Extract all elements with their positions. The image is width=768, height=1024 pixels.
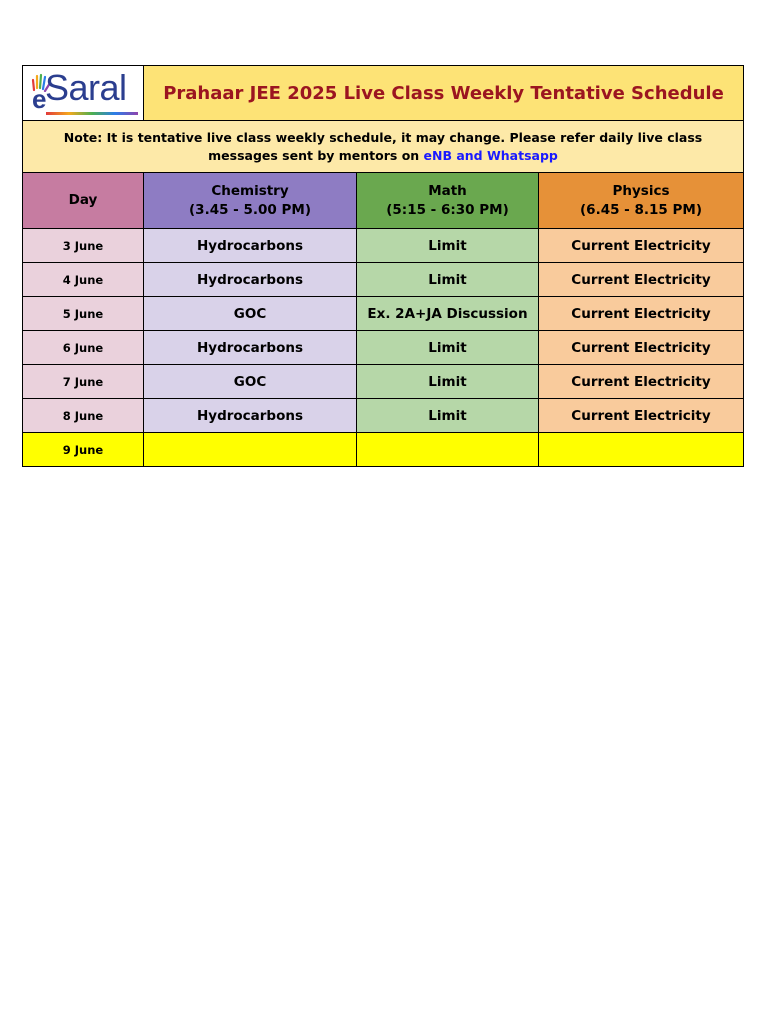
- note-row: [22, 121, 744, 173]
- table-row: [22, 297, 744, 331]
- cell-math: Limit: [357, 331, 539, 365]
- header-row: [22, 173, 744, 229]
- cell-math: Limit: [357, 263, 539, 297]
- logo-prefix: e: [32, 84, 47, 114]
- header-physics: [539, 173, 744, 229]
- cell-physics: Current Electricity: [539, 229, 744, 263]
- cell-math: [357, 433, 539, 467]
- cell-day: 7 June: [22, 365, 144, 399]
- cell-chemistry: GOC: [144, 365, 357, 399]
- cell-day: 4 June: [22, 263, 144, 297]
- esaral-logo: [28, 67, 138, 116]
- table-row: [22, 229, 744, 263]
- cell-physics: Current Electricity: [539, 331, 744, 365]
- logo-text: Saral: [45, 67, 127, 108]
- table-row: [22, 399, 744, 433]
- header-math-subject: Math: [428, 182, 467, 199]
- cell-chemistry: GOC: [144, 297, 357, 331]
- note: [22, 121, 744, 173]
- cell-day: 3 June: [22, 229, 144, 263]
- header-physics-subject: Physics: [612, 182, 670, 199]
- cell-physics: Current Electricity: [539, 263, 744, 297]
- logo-cell: [22, 66, 144, 121]
- header-math: [357, 173, 539, 229]
- cell-day: 8 June: [22, 399, 144, 433]
- cell-chemistry: Hydrocarbons: [144, 331, 357, 365]
- table-row-highlighted: [22, 433, 744, 467]
- table-row: [22, 365, 744, 399]
- cell-math: Ex. 2A+JA Discussion: [357, 297, 539, 331]
- logo-underline: [46, 112, 138, 115]
- header-chemistry: [144, 173, 357, 229]
- header-physics-time: (6.45 - 8.15 PM): [580, 201, 702, 218]
- cell-chemistry: Hydrocarbons: [144, 229, 357, 263]
- cell-math: Limit: [357, 365, 539, 399]
- cell-chemistry: Hydrocarbons: [144, 263, 357, 297]
- header-chemistry-time: (3.45 - 5.00 PM): [189, 201, 311, 218]
- cell-chemistry: [144, 433, 357, 467]
- cell-physics: Current Electricity: [539, 399, 744, 433]
- cell-physics: [539, 433, 744, 467]
- title-row: [22, 65, 744, 121]
- header-day: Day: [22, 173, 144, 229]
- header-math-time: (5:15 - 6:30 PM): [386, 201, 509, 218]
- page-title: Prahaar JEE 2025 Live Class Weekly Tentative Schedule: [144, 66, 744, 121]
- cell-math: Limit: [357, 229, 539, 263]
- cell-math: Limit: [357, 399, 539, 433]
- schedule-table: [22, 65, 744, 467]
- table-row: [22, 263, 744, 297]
- cell-day: 5 June: [22, 297, 144, 331]
- table-row: [22, 331, 744, 365]
- cell-day: 6 June: [22, 331, 144, 365]
- cell-chemistry: Hydrocarbons: [144, 399, 357, 433]
- cell-physics: Current Electricity: [539, 365, 744, 399]
- cell-day: 9 June: [22, 433, 144, 467]
- note-text: Note: It is tentative live class weekly schedule, it may change. Please refer daily live class messages sent by mentors on: [63, 129, 703, 163]
- note-link: eNB and Whatsapp: [423, 147, 558, 163]
- cell-physics: Current Electricity: [539, 297, 744, 331]
- header-chemistry-subject: Chemistry: [211, 182, 289, 199]
